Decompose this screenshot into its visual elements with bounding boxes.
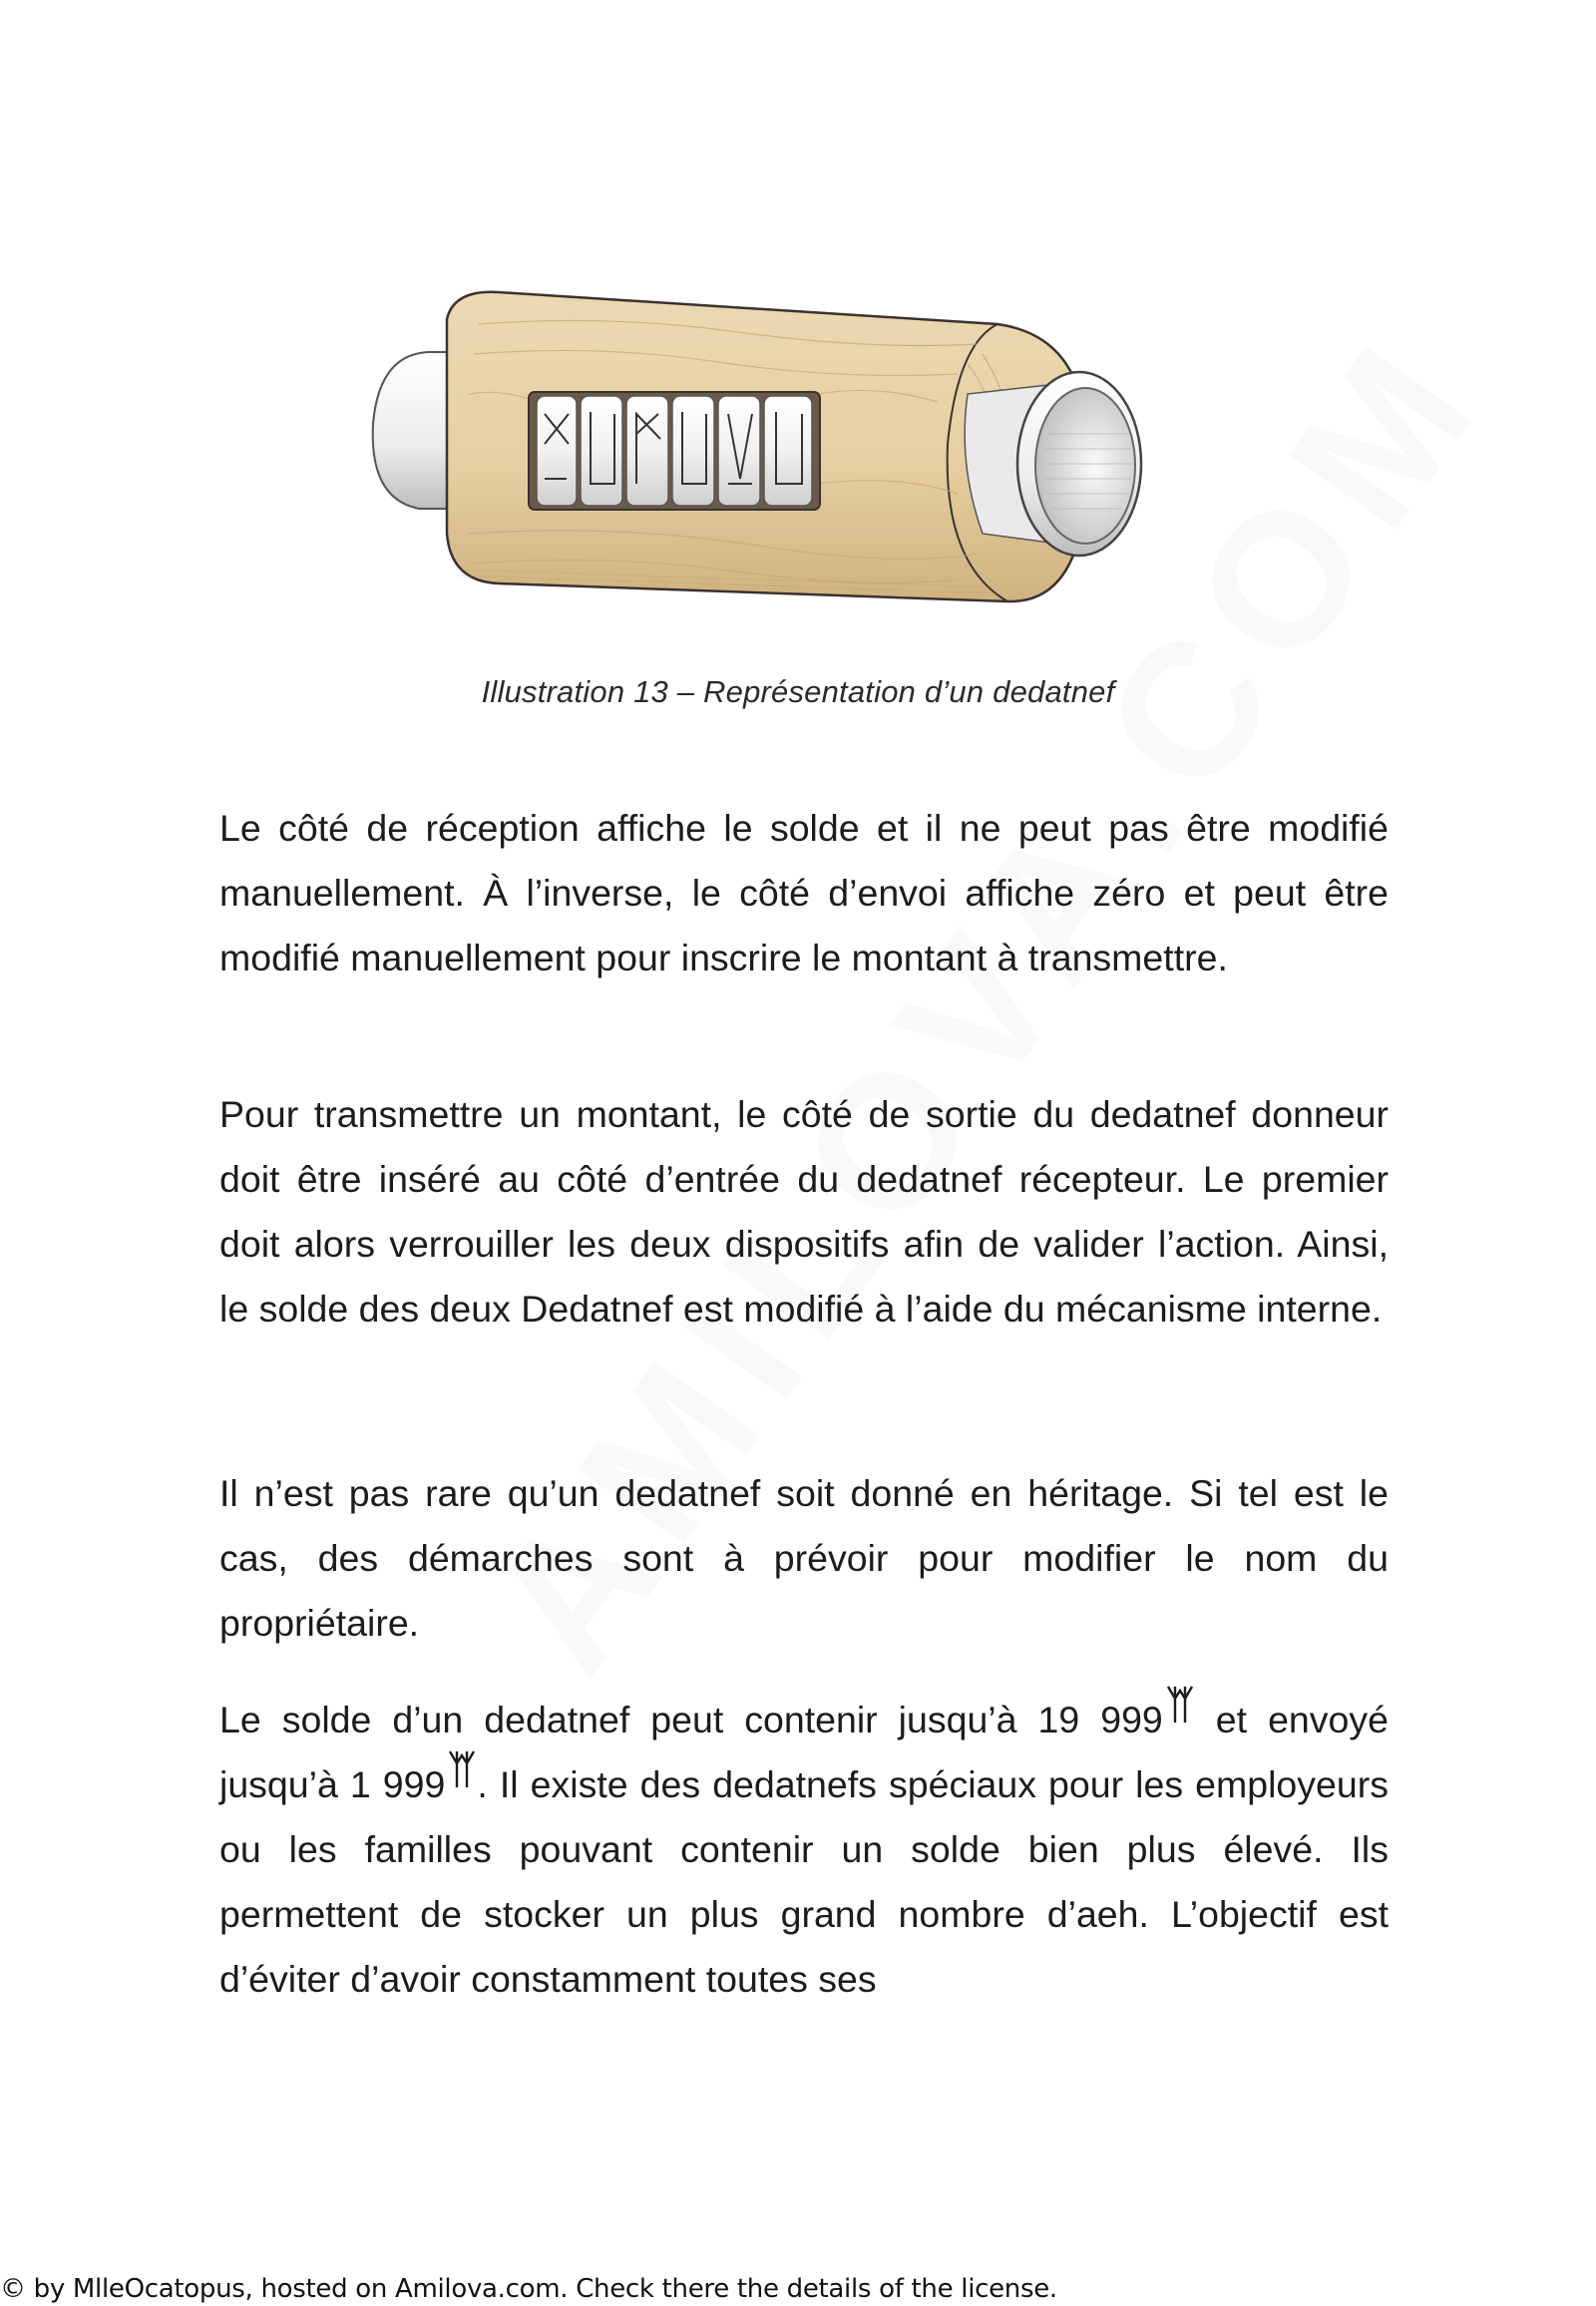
paragraph xyxy=(219,1688,1389,2012)
text-segment: . Il existe des dedatnefs spéciaux pour les employeurs ou les familles pouvant contenir un solde bien plus élevé. Ils permettent de stocker un plus grand nombre d’aeh. L’objectif est d’éviter d’avoir constamment toutes ses xyxy=(219,1763,1389,2000)
figure-caption: Illustration 13 – Représentation d’un dedatnef xyxy=(481,674,1115,709)
paragraph xyxy=(219,796,1389,990)
text-segment: Le solde d’un dedatnef peut contenir jusqu’à 19 999 xyxy=(219,1699,1163,1740)
paragraph-text: Le côté de réception affiche le solde et il ne peut pas être modifié manuellement. À l’inverse, le côté d’envoi affiche zéro et peut être modifié manuellement pour inscrire le montant à transmettre. xyxy=(219,807,1389,978)
left-end-cap xyxy=(373,352,454,509)
paragraph-text: Il n’est pas rare qu’un dedatnef soit donné en héritage. Si tel est le cas, des démarches sont à prévoir pour modifier le nom du propriétaire. xyxy=(219,1472,1389,1644)
dial-3 xyxy=(626,396,668,506)
license-footer: © by MlleOcatopus, hosted on Amilova.com. Check there the details of the license. xyxy=(0,2274,1057,2304)
dial-1 xyxy=(537,396,577,506)
text-segment: et envoyé jusqu’à 1 999 xyxy=(219,1699,1389,1805)
dial-2 xyxy=(581,396,622,506)
aeh-currency-icon xyxy=(1165,1685,1195,1725)
paragraph-text xyxy=(219,1688,1389,2012)
dial-window xyxy=(529,392,820,510)
right-end-cap xyxy=(965,372,1141,556)
dial-4 xyxy=(672,396,714,506)
paragraph xyxy=(219,1461,1389,1656)
aeh-currency-icon xyxy=(447,1749,477,1789)
paragraph-text: Pour transmettre un montant, le côté de sortie du dedatnef donneur doit être inséré au côté d’entrée du dedatnef récepteur. Le premier doit alors verrouiller les deux dispositifs afin de valider l’action. Ainsi, le solde des deux Dedatnef est modifié à l’aide du mécanisme interne. xyxy=(219,1093,1389,1330)
dial-6 xyxy=(764,396,812,506)
dedatnef-illustration xyxy=(359,284,1247,633)
paragraph xyxy=(219,1082,1389,1342)
dial-5 xyxy=(718,396,760,506)
